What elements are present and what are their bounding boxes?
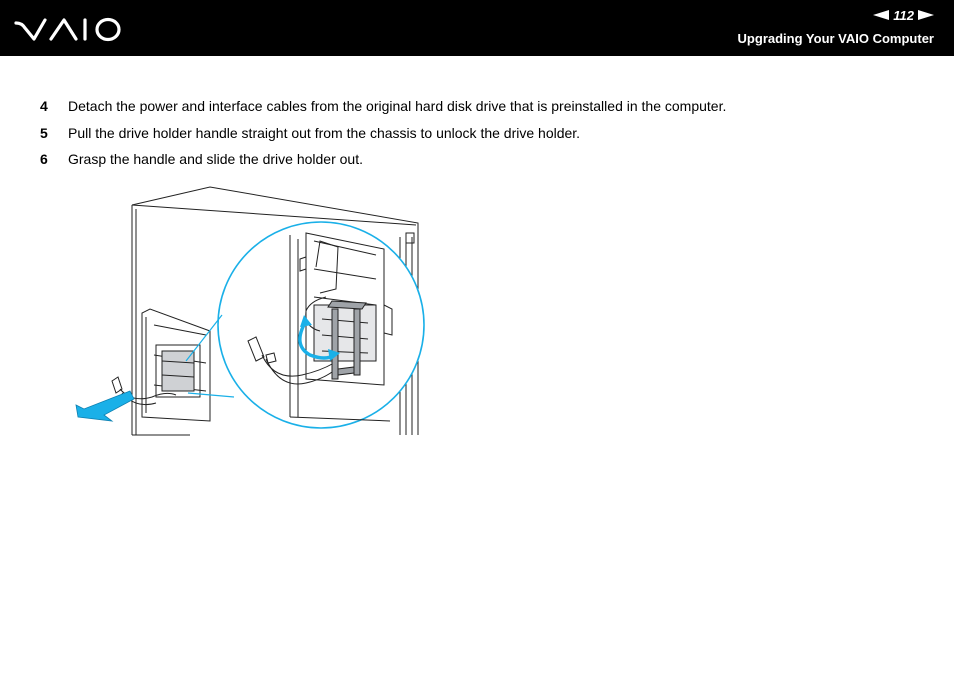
- step-text: Detach the power and interface cables from the original hard disk drive that is preinstalled in the computer.: [68, 98, 727, 114]
- drive-holder-removal-illustration: [70, 185, 430, 442]
- step-number: 4: [40, 98, 48, 114]
- step-number: 6: [40, 151, 48, 167]
- header-bar: [0, 0, 954, 56]
- step-text: Grasp the handle and slide the drive holder out.: [68, 151, 363, 167]
- page-number: 112: [893, 7, 914, 23]
- section-title: Upgrading Your VAIO Computer: [737, 31, 934, 46]
- page-navigation: [873, 7, 934, 23]
- next-page-arrow-icon[interactable]: [918, 9, 934, 21]
- instruction-steps: [40, 97, 940, 177]
- prev-page-arrow-icon[interactable]: [873, 9, 889, 21]
- step-number: 5: [40, 124, 48, 141]
- step-item: [40, 124, 940, 151]
- step-text: Pull the drive holder handle straight out from the chassis to unlock the drive holder.: [68, 124, 581, 141]
- vaio-logo: [14, 14, 122, 47]
- step-item: [40, 150, 940, 177]
- step-item: [40, 97, 940, 124]
